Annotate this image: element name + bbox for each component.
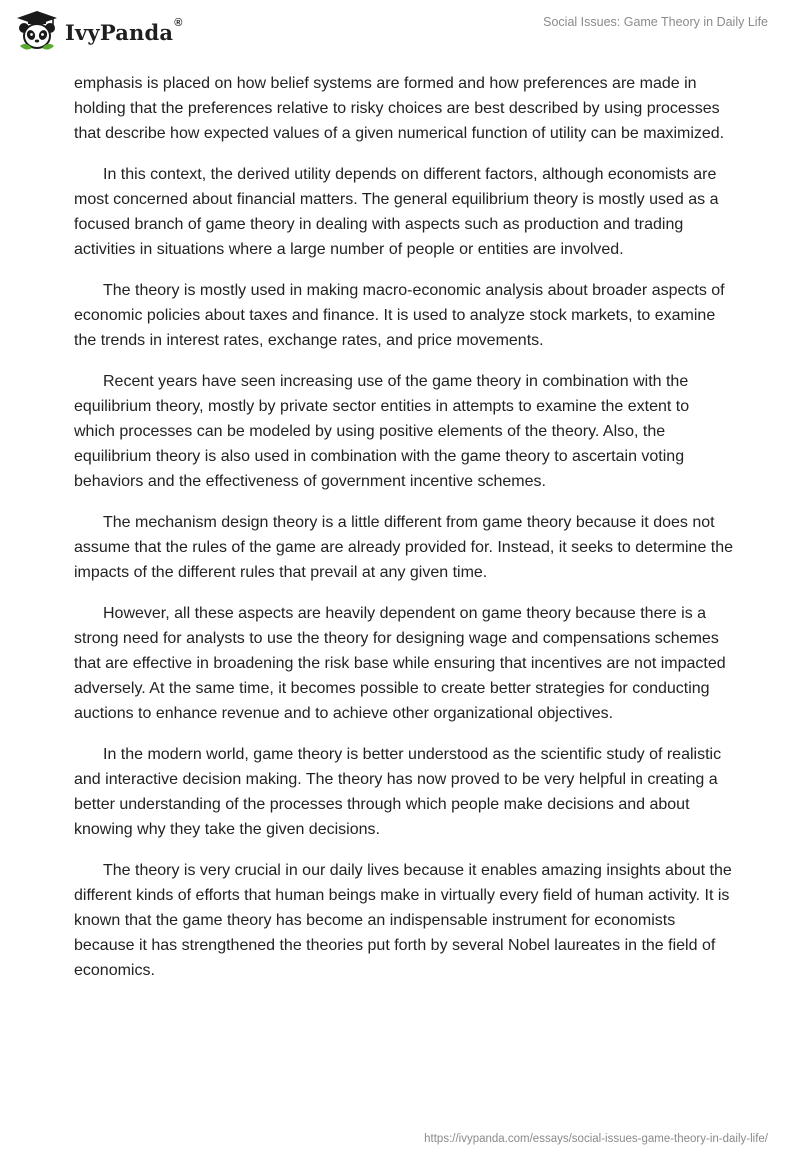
paragraph: The theory is mostly used in making macro-economic analysis about broader aspects of economic policies about taxes and finance. It is used to analyze stock markets, to examine the trends in interest rates, exchange rates, and price movements. [74, 282, 725, 349]
paragraph: However, all these aspects are heavily dependent on game theory because there is a strong need for analysts to use the theory for designing wage and compensations schemes that are effective in broadening the risk base while ensuring that incentives are not impacted adversely. At the same time, it becomes possible to create better strategies for conducting auctions to enhance revenue and to achieve other organizational objectives. [74, 605, 726, 722]
paragraph: emphasis is placed on how belief systems are formed and how preferences are made in holding that the preferences relative to risky choices are best described by using processes that describe how expected values of a given numerical function of utility can be maximized. [74, 75, 725, 142]
paragraph: The theory is very crucial in our daily lives because it enables amazing insights about the different kinds of efforts that human beings make in virtually every field of human activity. It is known that the game theory has become an indispensable instrument for economists because it has strengthened the theories put forth by several Nobel laureates in the field of economics. [74, 862, 732, 979]
logo-wordmark: IvyPanda® [65, 16, 183, 45]
ivypanda-logo[interactable] [14, 8, 183, 54]
paragraph: In this context, the derived utility depends on different factors, although economists are most concerned about financial matters. The general equilibrium theory is mostly used as a focused branch of game theory in dealing with aspects such as production and trading activities in situations where a large number of people or entities are involved. [74, 166, 719, 258]
document-title: Social Issues: Game Theory in Daily Life [543, 15, 768, 29]
paragraph: In the modern world, game theory is better understood as the scientific study of realistic and interactive decision making. The theory has now proved to be very helpful in creating a better understanding of the processes through which people make decisions and about knowing why they take the given decisions. [74, 746, 722, 838]
panda-graduate-logo-icon [14, 8, 60, 54]
essay-body [74, 71, 734, 999]
paragraph: The mechanism design theory is a little different from game theory because it does not assume that the rules of the game are already provided for. Instead, it seeks to determine the impacts of the different rules that prevail at any given time. [74, 514, 734, 581]
page-header [0, 0, 800, 70]
paragraph: Recent years have seen increasing use of the game theory in combination with the equilibrium theory, mostly by private sector entities in attempts to examine the extent to which processes can be modeled by using positive elements of the theory. Also, the equilibrium theory is also used in combination with the game theory to ascertain voting behaviors and the effectiveness of government incentive schemes. [74, 373, 690, 490]
source-url[interactable]: https://ivypanda.com/essays/social-issues-game-theory-in-daily-life/ [424, 1133, 768, 1145]
